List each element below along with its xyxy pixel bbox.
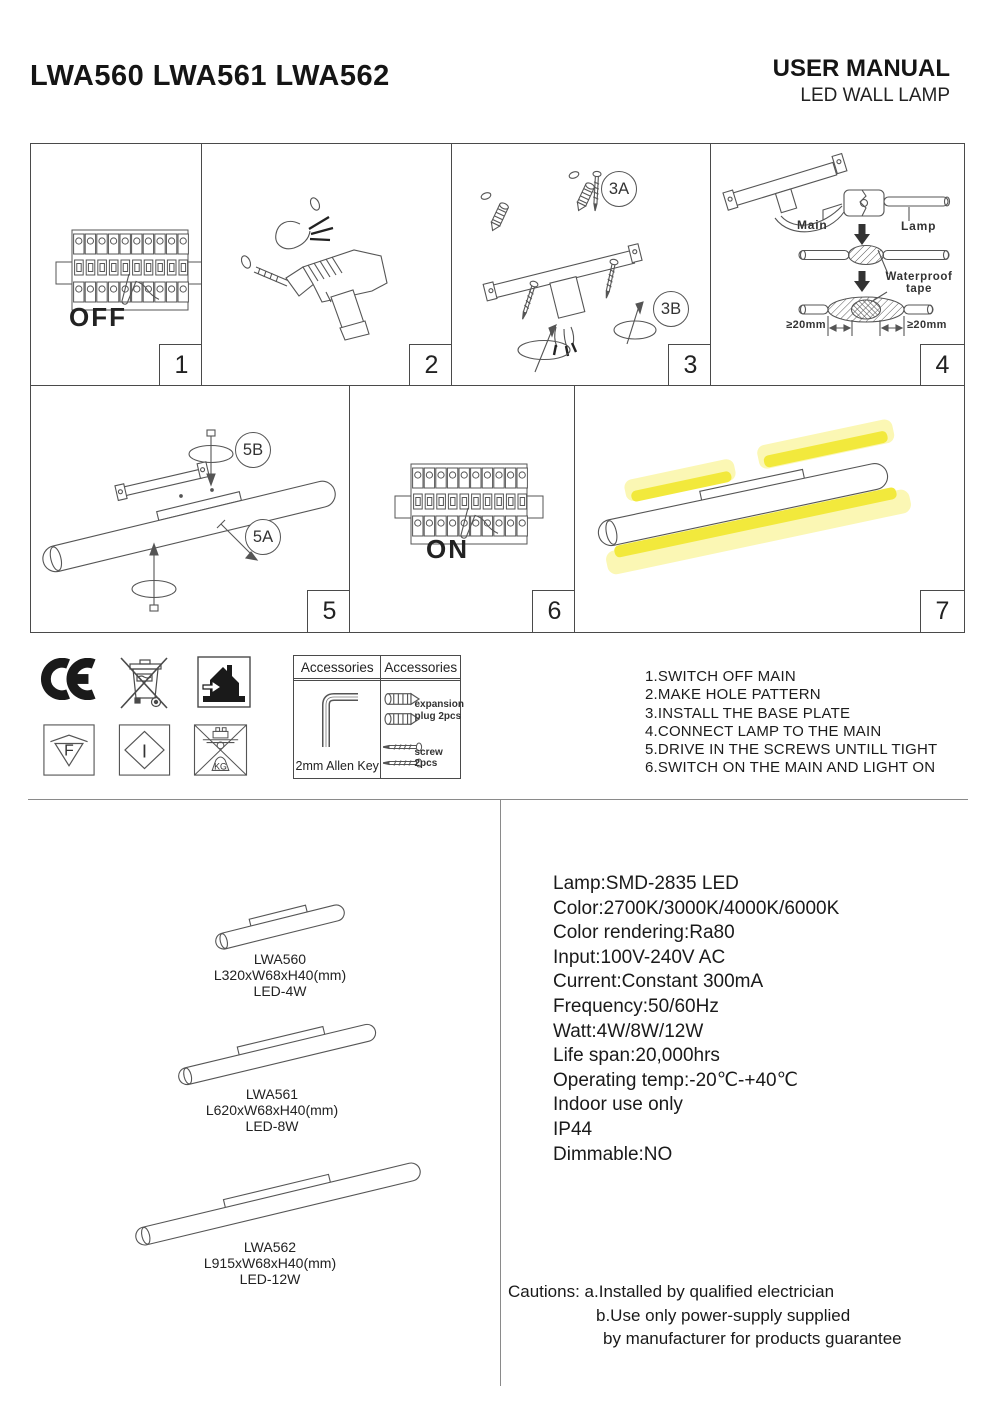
spec-line: Input:100V-240V AC [553,946,726,968]
accessories-header: Accessories [381,656,460,681]
instruction-item: 3.INSTALL THE BASE PLATE [645,704,851,722]
dim-right-label: ≥20mm [907,319,947,331]
plug-label-line1: expansion [414,699,464,710]
screw-label: screw 2pcs [414,747,443,769]
lamp-mounting-drawing [31,386,349,630]
model-power: LED-8W [245,1118,299,1134]
spec-line: Current:Constant 300mA [553,971,764,993]
tape-label-line1: Waterproof [885,271,953,283]
main-label: Main [797,218,828,232]
manual-header [650,55,950,107]
breaker-on-drawing [394,458,544,563]
instruction-item: 6.SWITCH ON THE MAIN AND LIGHT ON [645,759,936,777]
off-label: OFF [69,302,127,332]
i-letter: I [141,740,148,762]
caution-line: Cautions: a.Installed by qualified electrician [508,1282,835,1301]
spec-line: Frequency:50/60Hz [553,995,719,1017]
tag-3a: 3A [601,171,637,207]
panel-number: 4 [920,344,965,387]
panel-number: 1 [159,344,204,387]
caution-line: by manufacturer for products guarantee [603,1329,902,1348]
model-label-lwa561 [172,1086,372,1134]
model-dimensions: L915xW68xH40(mm) [203,1255,337,1271]
tag-5b: 5B [235,432,271,468]
panel-step-6 [349,385,577,633]
lamp-label: Lamp [901,219,937,233]
lamp-figure-lwa560 [200,893,360,957]
model-name: LWA560 [253,951,307,967]
lamp-tube-icon [177,1023,377,1087]
model-power: LED-12W [239,1271,301,1287]
lamp-tube-icon [214,903,346,950]
page-title: LWA560 LWA561 LWA562 [30,60,390,92]
spec-line: Lamp:SMD-2835 LED [553,873,739,894]
panel-number: 6 [532,590,577,633]
instruction-item: 4.CONNECT LAMP TO THE MAIN [645,722,882,740]
panel-number: 5 [307,590,352,633]
allen-key-label: 2mm Allen Key [295,759,379,773]
caution-line: b.Use only power-supply supplied [596,1305,851,1325]
rotate-arrow-icon [614,321,656,339]
manual-title: USER MANUAL [772,55,950,82]
panel-step-7 [574,385,965,633]
tag-3b: 3B [653,291,689,327]
plug-label-line2: plug 2pcs [414,710,462,722]
spec-line: Dimmable:NO [553,1143,673,1165]
base-plate-icon [483,244,651,334]
waterproof-tape-label [885,271,953,295]
instruction-list [645,668,937,778]
hole-mark-icon [240,254,253,269]
accessories-column-left [294,656,380,778]
model-name: LWA562 [243,1239,297,1255]
model-dimensions: L620xW68xH40(mm) [205,1102,339,1118]
no-weight-mark-icon [193,724,248,776]
plug-label [414,699,463,722]
instruction-item: 2.MAKE HOLE PATTERN [645,686,821,704]
spec-line: Watt:4W/8W/12W [553,1020,704,1042]
section-divider [28,799,968,800]
model-name: LWA561 [245,1086,299,1102]
model-label-lwa562 [170,1239,370,1287]
spec-line: IP44 [553,1118,593,1140]
cautions-block [508,1280,902,1351]
accessories-table [293,655,464,779]
cable-end-icon [276,221,310,248]
model-power: LED-4W [253,983,307,999]
weee-bin-icon [118,650,170,712]
down-arrow-icon [854,271,870,292]
column-divider [500,799,501,1386]
expansion-plug-icon [488,202,509,233]
indoor-house-icon [197,656,251,708]
specifications-list [553,872,839,1167]
spec-line: Operating temp:-20℃-+40℃ [553,1069,798,1091]
model-label-lwa560 [180,951,380,999]
instruction-item: 5.DRIVE IN THE SCREWS UNTILL TIGHT [645,741,938,759]
expansion-plug-icon [574,182,595,213]
drill-icon [254,250,387,340]
spec-line: Indoor use only [553,1094,683,1116]
panel-number: 2 [409,344,454,387]
tape-wrap-icon [849,246,884,265]
manual-subtitle: LED WALL LAMP [800,85,950,106]
spec-line: Color rendering:Ra80 [553,922,735,944]
insulation-class-mark-icon [118,724,171,776]
panel-step-5 [30,385,352,633]
bracket-icon [114,462,210,501]
hole-mark-icon [309,196,322,211]
accessories-header: Accessories [294,656,380,681]
panel-step-1 [30,143,204,387]
dim-left-label: ≥20mm [786,319,826,331]
panel-step-4 [710,143,965,387]
kg-label: KG [214,761,227,772]
down-arrow-icon [854,224,870,245]
accessories-column-right [380,656,464,778]
panel-number: 7 [920,590,965,633]
ce-mark-icon [38,658,96,700]
panel-number: 3 [668,344,713,387]
spec-line: Color:2700K/3000K/4000K/6000K [553,897,840,919]
tape-label-line2: tape [905,283,933,295]
panel-step-2 [201,143,454,387]
allen-key-icon [312,687,364,749]
lamp-tube-icon [134,1161,422,1247]
f-letter: F [64,742,74,760]
on-label: ON [426,534,469,564]
lamp-lit-drawing [575,386,962,630]
tag-5a: 5A [245,519,281,555]
panel-step-3 [451,143,713,387]
lamp-tube-icon [38,470,338,575]
spec-line: Life span:20,000hrs [553,1045,720,1067]
model-dimensions: L320xW68xH40(mm) [213,967,347,983]
instruction-item: 1.SWITCH OFF MAIN [645,668,796,685]
lamp-figure-lwa561 [168,1008,386,1094]
base-plate-icon [722,154,853,228]
flammable-surface-mark-icon [43,724,95,776]
